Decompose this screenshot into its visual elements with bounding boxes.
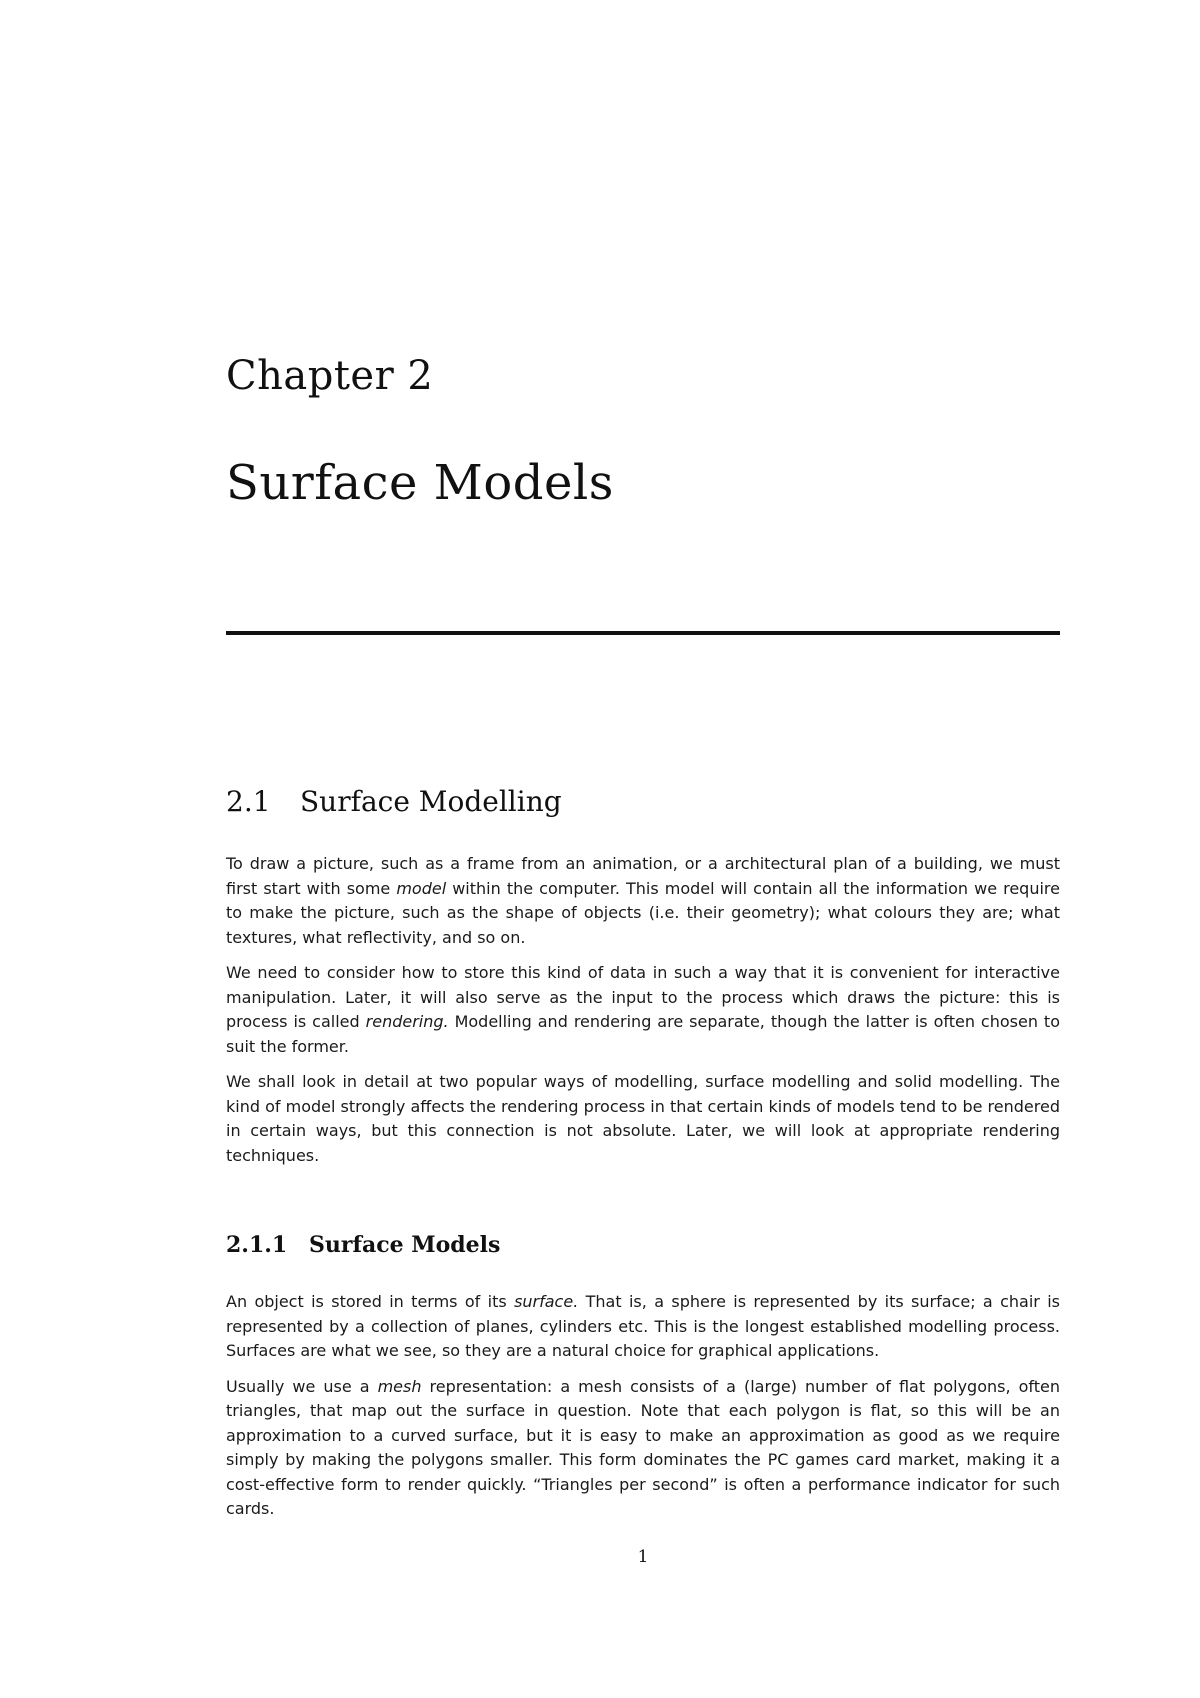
chapter-rule [226,631,1060,635]
paragraph [226,1290,1060,1364]
subsection-title: Surface Models [309,1232,501,1258]
subsection-heading [226,1231,500,1259]
emphasis: rendering. [365,1012,449,1031]
paragraph-text: Modelling and rendering are separate, though the latter is often chosen to suit the former. [226,1012,1060,1056]
page-number: 1 [637,1547,649,1567]
paragraph [226,1070,1060,1168]
paragraph-text: within the computer. This model will contain all the information we require to make the picture, such as the shape of objects (i.e. their geometry); what colours they are; what textures, what reflectivity, and so on. [226,878,1060,947]
subsection-number: 2.1.1 [226,1232,288,1258]
subsection-body [226,1290,1060,1533]
paragraph-text: We need to consider how to store this kind of data in such a way that it is convenient for interactive manipulation. Later, it will also serve as the input to the process which draws the picture: this is process is called [226,963,1060,1031]
paragraph-text: To draw a picture, such as a frame from an animation, or a architectural plan of a building, we must first start with some [226,854,1060,898]
paragraph-text: An object is stored in terms of its [226,1292,515,1311]
paragraph [226,852,1060,950]
paragraph-text: We shall look in detail at two popular ways of modelling, surface modelling and solid modelling. The kind of model strongly affects the rendering process in that certain kinds of models tend to be rendered in certain ways, but this connection is not absolute. Later, we will look at appropriate rendering techniques. [226,1072,1060,1165]
section-number: 2.1 [226,785,271,818]
paragraph-text: That is, a sphere is represented by its surface; a chair is represented by a collection of planes, cylinders etc. This is the longest established modelling process. Surfaces are what we see, so they are a natural choice for graphical applications. [226,1292,1061,1360]
paragraph [226,1375,1060,1522]
chapter-title: Surface Models [226,455,614,511]
emphasis: model [396,878,447,898]
emphasis: surface. [514,1292,579,1311]
section-heading [226,785,562,819]
section-body [226,852,1060,1179]
chapter-label: Chapter 2 [226,353,434,399]
section-title: Surface Modelling [300,785,562,818]
paragraph [226,961,1060,1059]
paragraph-text: Usually we use a [226,1376,378,1396]
paragraph-text: representation: a mesh consists of a (large) number of flat polygons, often triangles, that map out the surface in question. Note that each polygon is flat, so this will be an approximation to a curved surface, but it is easy to make an approximation as good as we require simply by making the polygons smaller. This form dominates the PC games card market, making it a cost-effective form to render quickly. “Triangles per second” is often a performance indicator for such cards. [226,1376,1060,1518]
emphasis: mesh [377,1376,422,1396]
